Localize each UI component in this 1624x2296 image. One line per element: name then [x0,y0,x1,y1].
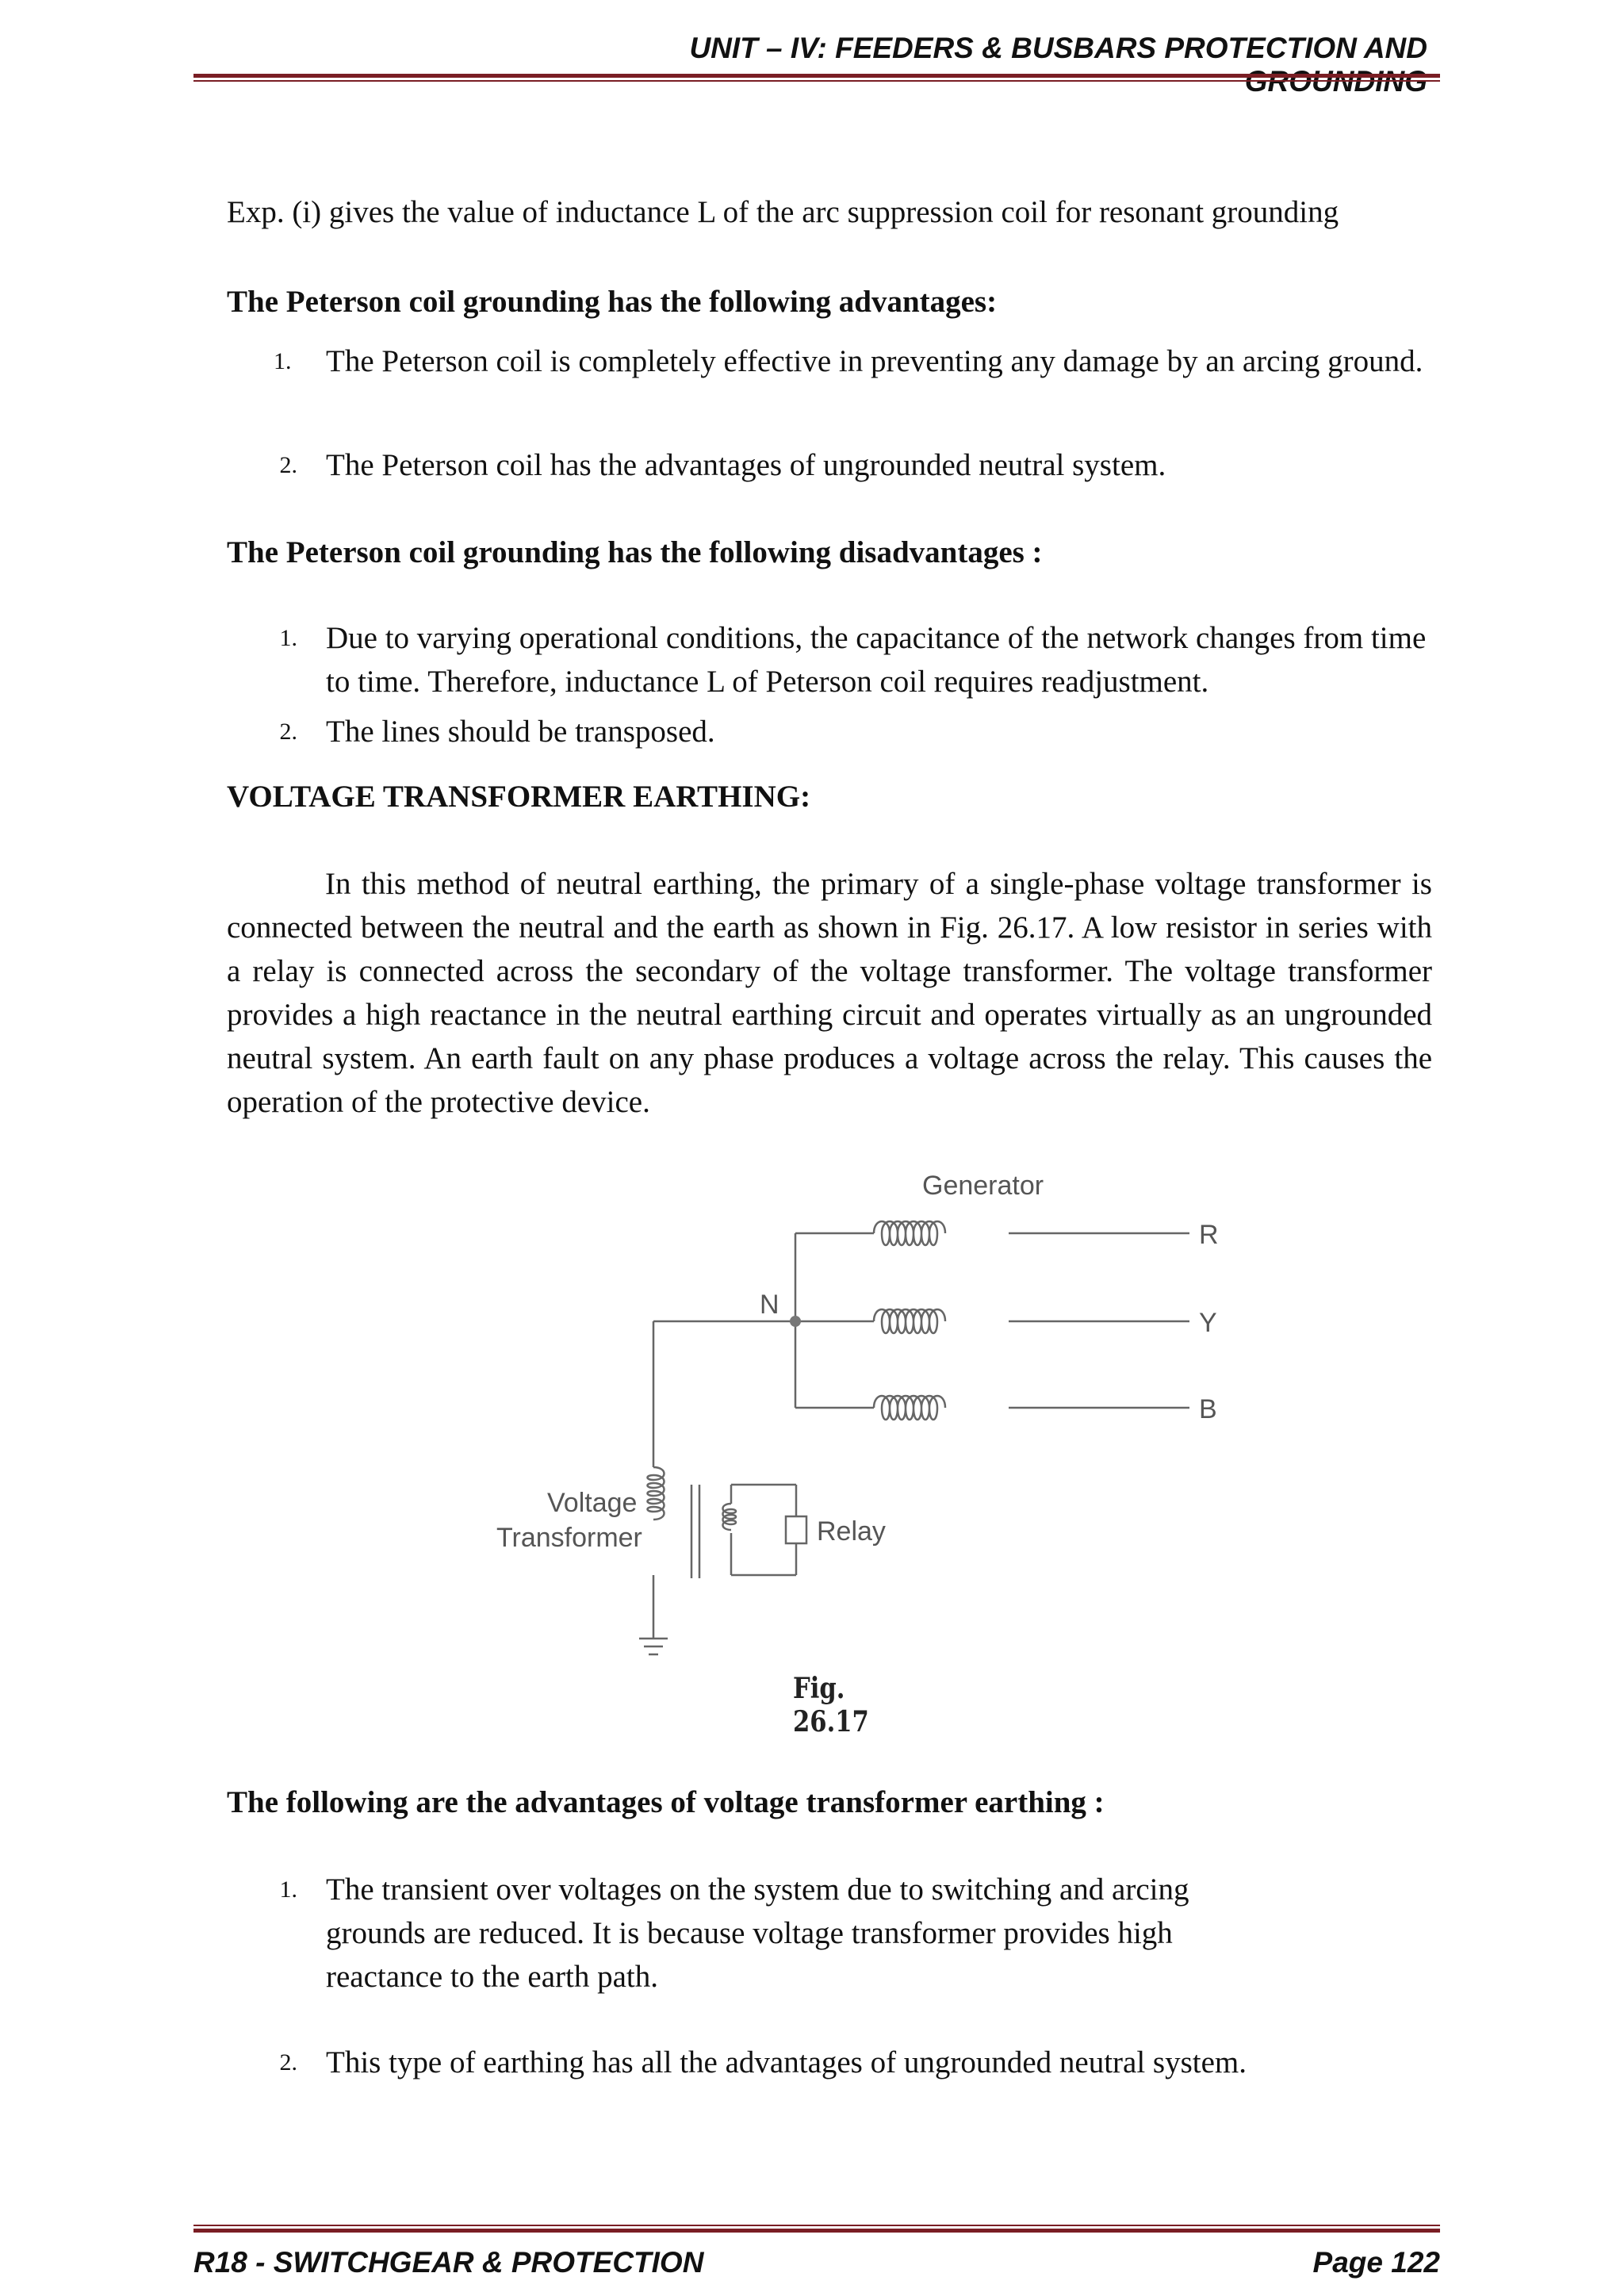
item-text: Due to varying operational conditions, the capacitance of the network changes from time to time. Therefore, inductance L of Peterson coil requires readjustment. [326,621,1427,699]
footer-rule [193,2229,1440,2233]
item-text-line-1: The transient over voltages on the system due to switching and arcing [326,1872,1189,1907]
item-text: The lines should be transposed. [326,715,715,749]
header-rule-thin [193,80,1440,82]
vt-advantages-heading: The following are the advantages of voltage transformer earthing : [227,1785,1105,1819]
neutral-label: N [760,1290,779,1320]
vt-section-heading: VOLTAGE TRANSFORMER EARTHING: [227,780,811,814]
item-number: 1. [279,625,297,651]
relay-box [786,1516,806,1543]
disadvantages-item-2 [278,710,1429,753]
advantages-item-1 [274,339,1429,383]
item-text-line-3: reactance to the earth path. [326,1960,659,1994]
relay-label: Relay [817,1516,886,1547]
header-rule [193,74,1440,78]
footer-page-number: Page 122 [1312,2246,1440,2279]
phase-b-label: B [1199,1394,1217,1424]
winding-r-coil [874,1221,945,1245]
intro-text: Exp. (i) gives the value of inductance L of the arc suppression coil for resonant grounding [227,195,1339,229]
neutral-node [790,1316,801,1327]
generator-label: Generator [922,1171,1044,1201]
advantages-heading: The Peterson coil grounding has the following advantages: [227,285,998,319]
footer-course: R18 - SWITCHGEAR & PROTECTION [193,2246,704,2279]
vt-earthing-diagram [476,1150,1269,1721]
vt-label-line1: Voltage [547,1488,638,1518]
page-header-title: UNIT – IV: FEEDERS & BUSBARS PROTECTION AND [689,32,1427,64]
phase-y-label: Y [1199,1308,1217,1338]
phase-r-label: R [1199,1220,1219,1250]
vt-secondary-coil [723,1504,737,1530]
item-text: The Peterson coil has the advantages of ungrounded neutral system. [326,448,1166,482]
vt-advantages-item-1 [278,1868,1429,1999]
item-text: This type of earthing has all the advantages of ungrounded neutral system. [326,2045,1247,2079]
item-text: The Peterson coil is completely effective in preventing any damage by an arcing ground. [326,344,1423,378]
item-number: 1. [279,1876,297,1903]
item-number: 2. [279,452,297,478]
item-number: 2. [279,2049,297,2076]
disadvantages-item-1 [278,616,1429,703]
disadvantages-heading: The Peterson coil grounding has the following disadvantages : [227,535,1043,569]
vt-label-line2: Transformer [496,1523,642,1553]
winding-b-coil [874,1396,945,1420]
vt-primary-coil [648,1467,665,1520]
page-footer [193,2246,1440,2279]
figure-caption: Fig. 26.17 [793,1672,869,1738]
item-number: 2. [279,719,297,745]
item-text-line-2: grounds are reduced. It is because voltage transformer provides high [326,1916,1173,1950]
item-number: 1. [274,348,292,374]
winding-y-coil [874,1309,945,1333]
vt-section-paragraph: In this method of neutral earthing, the primary of a single-phase voltage transformer is connected between the neutral and the earth as shown in Fig. 26.17. A low resistor in series with a relay is connected across the secondary of the voltage transformer. The voltage transformer provides a high reactance in the neutral earthing circuit and operates virtually as an ungrounded neutral system. An earth fault on any phase produces a voltage across the relay. This causes the operation of the protective device. [227,867,1432,1119]
advantages-item-2 [278,443,1429,487]
vt-advantages-item-2 [278,2041,1429,2084]
footer-rule-thin [193,2225,1440,2226]
